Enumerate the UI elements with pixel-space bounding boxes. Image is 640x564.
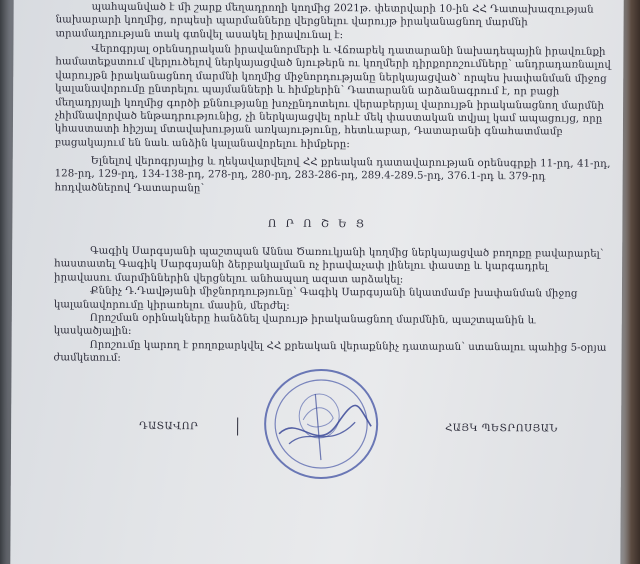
- text-line: կալանավորումը կիրառելու մասին, մերժել:: [53, 299, 290, 312]
- judge-name: ՀԱՅԿ ՊԵՏՐՈՍՅԱՆ: [445, 422, 558, 435]
- text-line: կհաստատի հիշյալ մտավախության առկայությունը, հետևաբար, Դատարանի գնահատմամբ: [54, 123, 563, 138]
- text-line: չհիմնավորված ենթադրությունից, չի ներկայացվել որևէ մեկ փաստական տվյալ կամ ապացույց, որը: [54, 110, 603, 125]
- text-line: Քննիչ Դ.Դավթյանի միջնորդությունը՝ Գագիկ Սարգսյանի նկատմամբ խափանման միջոց: [89, 285, 578, 300]
- text-line: պահպանված է մի շարք մեղադրողի կողմից 2021թ. փետրվարի 10-ին ՀՀ Դատախազության: [91, 1, 594, 16]
- text-line: համատեքստում վերլուծելով ներկայացված նյութերն ու կողմերի դիրքորոշումները՝ անդրադառնալով: [55, 56, 611, 72]
- text-line: բացակայում են նաև անձին կալանավորելու հիմքերը:: [54, 137, 350, 151]
- text-line: կալանավորումը ընտրելու պայմանների և հիմքերին՝ Դատարանն արձանագրում է, որ բացի: [55, 83, 560, 98]
- court-stamp-icon: [259, 364, 390, 485]
- text-line: Ելնելով վերոգրյալից և ղեկավարվելով ՀՀ քրեական դատավարության օրենսգրքի 11-րդ, 41-րդ,: [90, 155, 611, 170]
- judge-label: ԴԱՏԱՎՈՐ: [139, 420, 199, 433]
- signature-mark: [237, 418, 238, 436]
- text-line: Գագիկ Սարգսյանի պաշտպան Աննա Ծառուկյանի կողմից ներկայացված բողոքը բավարարել՝: [90, 245, 604, 260]
- text-line: տրամադրության տակ գտնվել ասակել իրավունալ է:: [55, 28, 344, 41]
- text-line: Որոշումը կարող է բողոքարկվել ՀՀ քրեական վերաքննիչ դատարան՝ ստանալու պահից 5-օրյա: [89, 339, 607, 354]
- text-line: կասկածյալին:: [53, 325, 132, 338]
- decision-title: Ո Ր Ո Շ Ե Ց: [267, 217, 367, 231]
- paragraph-analysis: [55, 42, 612, 153]
- decision-body: [53, 244, 610, 368]
- text-line: մեղադրյալի կողմից գործի քննությանը խոչընդոտելու վերաբերյալ վարույթն իրականացնող մարմնի: [55, 97, 605, 112]
- text-line: նախարարի կողմից, որպեսի պարմանները վերցնելու վարույթ իրականացնող մարմնի: [55, 14, 528, 29]
- text-line: Վերոգրյալ օրենսդրական իրավանորմերի և Վճռաբեկ դատարանի նախադեպային իրավունքի: [91, 43, 606, 58]
- paragraph-intro: [55, 0, 611, 44]
- text-line: հոդվածներով Դատարանը՝: [54, 182, 205, 195]
- text-line: հաստատել Գագիկ Սարգսյանի ձերբակալման ոչ իրավաչափ լինելու փաստը և կարգադրել: [54, 258, 549, 273]
- text-line: ժամկետում:: [53, 352, 121, 365]
- text-line: Որոշման օրինակները հանձնել վարույթ իրականացնող մարմնին, պաշտպանին և: [89, 312, 536, 327]
- text-line: իրավասու մարմիններին վերցնելու անհապաղ ազատ արձակել:: [53, 272, 404, 286]
- document-page: [10, 0, 624, 564]
- text-line: 128-րդ, 129-րդ, 134-138-րդ, 278-րդ, 280-րդ, 283-286-րդ, 289.4-289.5-րդ, 376.1-րդ և 379-րդ: [54, 168, 546, 183]
- text-line: վարույթն իրականացնող մարմնի կողմից միջնորդությանը ներկայացված՝ որպես խափանման միջոց: [55, 70, 607, 85]
- paragraph-legal-basis: [55, 154, 611, 198]
